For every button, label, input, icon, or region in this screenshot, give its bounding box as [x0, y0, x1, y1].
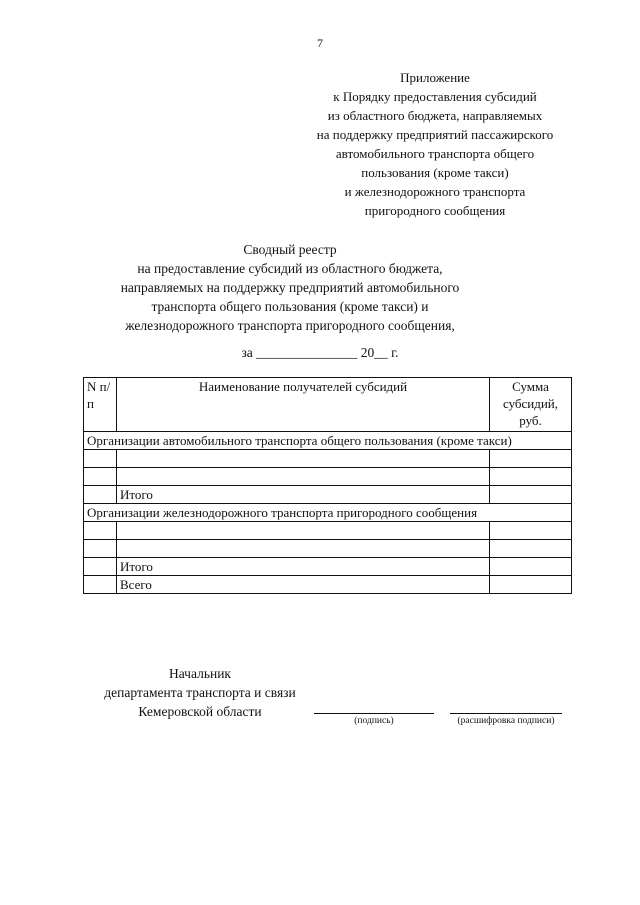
title-line: транспорта общего пользования (кроме такси) и — [151, 299, 429, 314]
cell-num — [84, 486, 117, 504]
grand-total-row — [84, 576, 572, 594]
signature-caption: (подпись) — [354, 716, 394, 726]
decryption-caption: (расшифровка подписи) — [457, 716, 555, 726]
signatory-line: Начальник — [168, 666, 231, 681]
section-row-auto — [84, 432, 572, 450]
header-sum: Сумма субсидий, руб. — [490, 378, 572, 432]
title-line: железнодорожного транспорта пригородного сообщения, — [125, 318, 455, 333]
appendix-line: Приложение — [400, 70, 470, 85]
cell-num — [84, 558, 117, 576]
page-number: 7 — [317, 36, 323, 50]
registry-table — [83, 377, 572, 594]
decryption-line — [450, 713, 562, 714]
cell-sum — [490, 540, 572, 558]
header-num: N п/п — [84, 378, 117, 432]
title-line: на предоставление субсидий из областного бюджета, — [137, 261, 443, 276]
cell-name — [117, 540, 490, 558]
section-auto-label: Организации автомобильного транспорта общего пользования (кроме такси) — [84, 432, 572, 450]
cell-sum — [490, 468, 572, 486]
table-row — [84, 468, 572, 486]
table-row — [84, 540, 572, 558]
cell-sum — [490, 576, 572, 594]
appendix-line: на поддержку предприятий пассажирского — [316, 127, 554, 142]
cell-num — [84, 522, 117, 540]
cell-sum — [490, 522, 572, 540]
cell-name — [117, 522, 490, 540]
cell-num — [84, 468, 117, 486]
table-row — [84, 522, 572, 540]
appendix-line: из областного бюджета, направляемых — [327, 108, 543, 123]
signatory-block — [80, 664, 320, 721]
cell-sum — [490, 486, 572, 504]
cell-num — [84, 540, 117, 558]
header-name: Наименование получателей субсидий — [117, 378, 490, 432]
total-label: Итого — [117, 486, 490, 504]
cell-num — [84, 576, 117, 594]
signature-line — [314, 713, 434, 714]
grand-total-label: Всего — [117, 576, 490, 594]
total-row-auto — [84, 486, 572, 504]
cell-name — [117, 468, 490, 486]
appendix-block — [270, 68, 600, 220]
document-title — [80, 240, 500, 335]
signatory-line: департамента транспорта и связи — [104, 685, 296, 700]
cell-sum — [490, 558, 572, 576]
table-row — [84, 450, 572, 468]
appendix-line: к Порядку предоставления субсидий — [333, 89, 537, 104]
table-header-row — [84, 378, 572, 432]
section-rail-label: Организации железнодорожного транспорта пригородного сообщения — [84, 504, 572, 522]
period-line: за _______________ 20__ г. — [241, 345, 399, 360]
cell-sum — [490, 450, 572, 468]
appendix-line: пригородного сообщения — [364, 203, 506, 218]
appendix-line: автомобильного транспорта общего — [335, 146, 535, 161]
title-line: направляемых на поддержку предприятий автомобильного — [120, 280, 460, 295]
cell-name — [117, 450, 490, 468]
cell-num — [84, 450, 117, 468]
section-row-rail — [84, 504, 572, 522]
signatory-line: Кемеровской области — [138, 704, 262, 719]
total-row-rail — [84, 558, 572, 576]
appendix-line: и железнодорожного транспорта — [344, 184, 526, 199]
title-line: Сводный реестр — [243, 242, 337, 257]
appendix-line: пользования (кроме такси) — [361, 165, 509, 180]
total-label: Итого — [117, 558, 490, 576]
